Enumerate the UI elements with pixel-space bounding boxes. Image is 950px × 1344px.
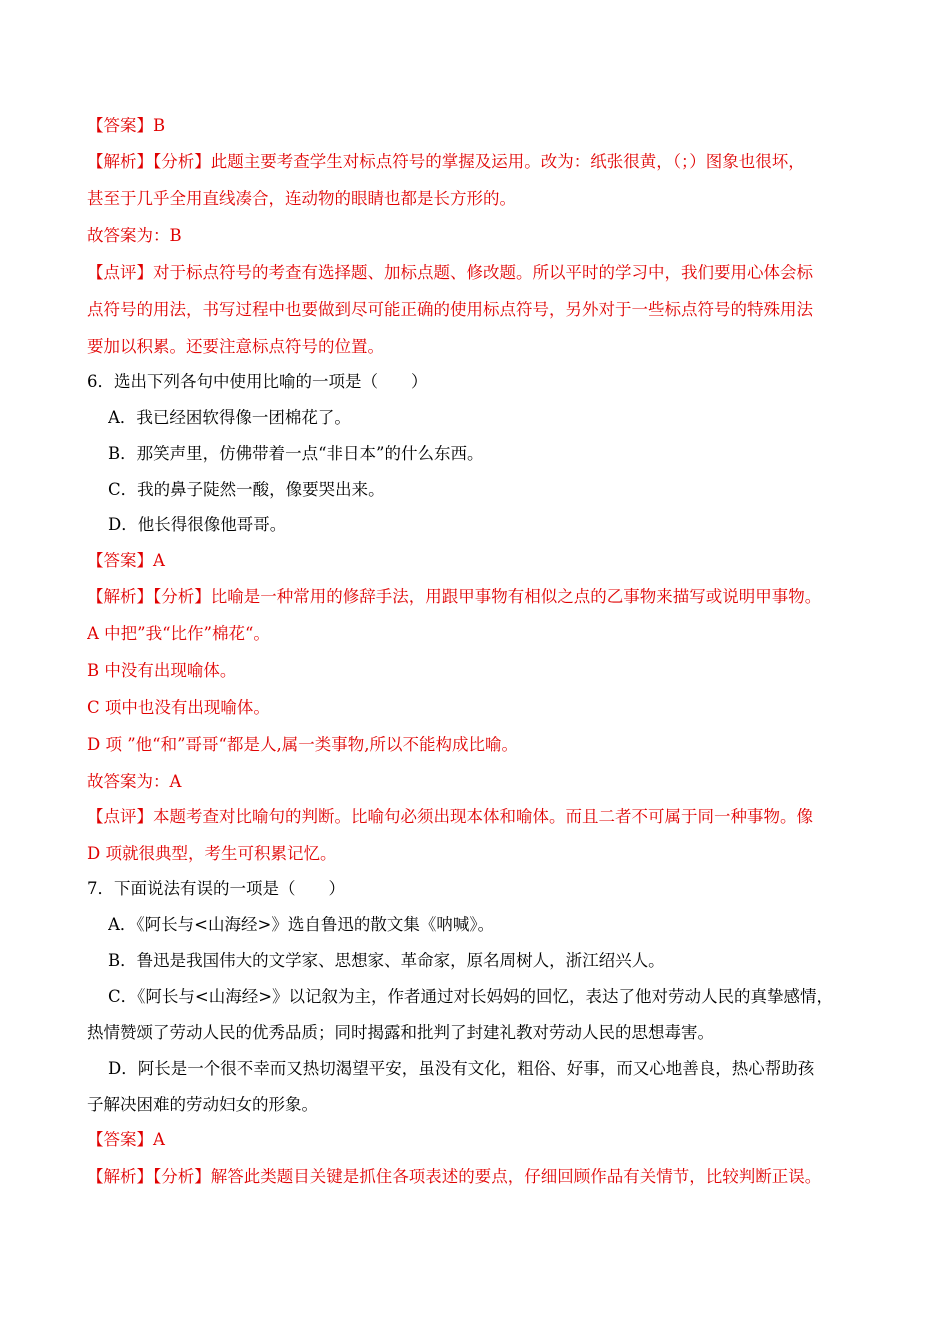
analysis-line: 【解析】【分析】解答此类题目关键是抓住各项表述的要点，仔细回顾作品有关情节，比较判断正误。 [87, 1167, 822, 1186]
analysis-line: C 项中也没有出现喻体。 [87, 698, 270, 717]
analysis-line: 甚至于几乎全用直线凑合，连动物的眼睛也都是长方形的。 [87, 189, 516, 208]
analysis-line: B 中没有出现喻体。 [87, 661, 237, 680]
option-b: B．那笑声里，仿佛带着一点“非日本”的什么东西。 [108, 444, 484, 463]
question-7: 7．下面说法有误的一项是（ ） [87, 879, 345, 898]
option-b: B．鲁迅是我国伟大的文学家、思想家、革命家，原名周树人，浙江绍兴人。 [108, 951, 665, 970]
option-a: A．我已经困软得像一团棉花了。 [108, 408, 351, 427]
comment-line: 【点评】本题考查对比喻句的判断。比喻句必须出现本体和喻体。而且二者不可属于同一种事物。像 [87, 807, 813, 826]
comment-line: D 项就很典型，考生可积累记忆。 [87, 844, 337, 863]
conclusion-line: 故答案为：B [87, 226, 182, 245]
analysis-line: 【解析】【分析】此题主要考查学生对标点符号的掌握及运用。改为：纸张很黄，（；）图象也很坏， [87, 152, 805, 171]
option-a: A．《阿长与<山海经>》选自鲁迅的散文集《呐喊》。 [108, 915, 495, 934]
conclusion-line: 故答案为：A [87, 772, 182, 791]
comment-line: 要加以积累。还要注意标点符号的位置。 [87, 337, 384, 356]
analysis-line: 【解析】【分析】比喻是一种常用的修辞手法，用跟甲事物有相似之点的乙事物来描写或说明甲事物。 [87, 587, 822, 606]
analysis-line: D 项 ”他“和”哥哥“都是人,属一类事物,所以不能构成比喻。 [87, 735, 518, 754]
answer-line: 【答案】A [87, 1130, 165, 1149]
answer-line: 【答案】B [87, 116, 166, 135]
question-6: 6．选出下列各句中使用比喻的一项是（ ） [87, 372, 428, 391]
option-d: D．他长得很像他哥哥。 [108, 515, 287, 534]
answer-line: 【答案】A [87, 551, 165, 570]
option-c: C．我的鼻子陡然一酸，像要哭出来。 [108, 480, 385, 499]
option-d: D．阿长是一个很不幸而又热切渴望平安，虽没有文化，粗俗、好事，而又心地善良，热心帮助孩 [108, 1059, 815, 1078]
option-c-continued: 热情赞颂了劳动人民的优秀品质；同时揭露和批判了封建礼教对劳动人民的思想毒害。 [87, 1023, 714, 1042]
option-d-continued: 子解决困难的劳动妇女的形象。 [87, 1095, 318, 1114]
comment-line: 点符号的用法，书写过程中也要做到尽可能正确的使用标点符号，另外对于一些标点符号的特殊用法 [87, 300, 813, 319]
comment-line: 【点评】对于标点符号的考查有选择题、加标点题、修改题。所以平时的学习中，我们要用心体会标 [87, 263, 813, 282]
analysis-line: A 中把”我“比作”棉花“。 [87, 624, 270, 643]
option-c: C．《阿长与<山海经>》以记叙为主，作者通过对长妈妈的回忆，表达了他对劳动人民的真挚感情， [108, 987, 834, 1006]
